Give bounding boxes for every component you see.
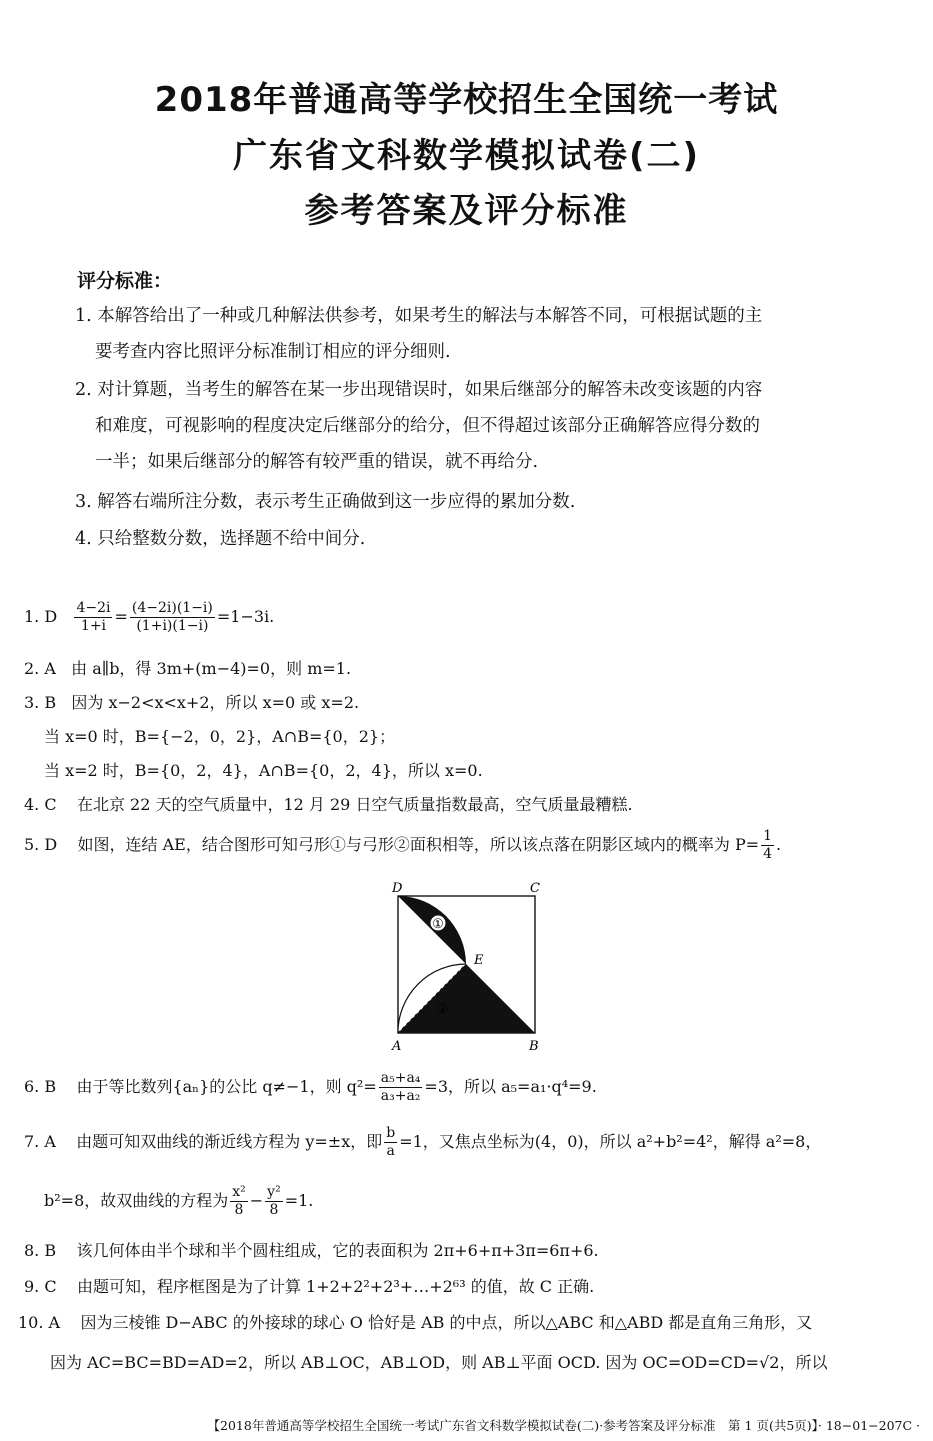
label-mark-1: ①	[432, 917, 444, 932]
scoring-heading: 评分标准：	[77, 270, 173, 292]
answer-7: 7. A 由题可知双曲线的渐近线方程为 y=±x，即 $\frac{b}{a}$ =1，又焦点坐标为(4，0)，所以 a²+b²=4²，解得 a²=8，	[24, 1125, 822, 1159]
answer-3: 3. B 因为 x−2<x<x+2，所以 x=0 或 x=2.	[24, 693, 360, 712]
label-D: D	[392, 881, 403, 896]
answer-5: 5. D 如图，连结 AE，结合图形可知弓形①与弓形②面积相等，所以该点落在阴影区域内的概率为 P= $\frac{1}{4}$ .	[24, 828, 782, 862]
page-footer: 【2018年普通高等学校招生全国统一考试广东省文科数学模拟试卷(二)·参考答案及评分标准 第 1 页(共5页)】· 18−01−207C ·	[207, 1418, 920, 1433]
answer-10: 10. A 因为三棱锥 D−ABC 的外接球的球心 O 恰好是 AB 的中点，所以△ABC 和△ABD 都是直角三角形，又	[18, 1313, 813, 1332]
answer-7-line-2: b²=8，故双曲线的方程为 $\frac{\text{x²}}{8}$ − $\frac{\text{y²}}{8}$ =1.	[44, 1184, 314, 1218]
answer-4: 4. C 在北京 22 天的空气质量中，12 月 29 日空气质量指数最高，空气质量最糟糕.	[24, 795, 633, 814]
title-line-2: 广东省文科数学模拟试卷(二)	[232, 136, 701, 176]
label-C: C	[530, 881, 540, 896]
answer-2: 2. A 由 a∥b，得 3m+(m−4)=0，则 m=1.	[24, 659, 352, 678]
label-mark-2: ②	[437, 1002, 449, 1017]
title-line-1: 2018年普通高等学校招生全国统一考试	[154, 80, 779, 120]
geometry-figure	[388, 878, 548, 1054]
label-A: A	[392, 1039, 402, 1054]
scoring-rule-2: 2. 对计算题，当考生的解答在某一步出现错误时，如果后继部分的解答未改变该题的内容 和难度，可视影响的程度决定后继部分的给分，但不得超过该部分正确解答应得分数的 一半；如果后继部分的解答有较严重的错误，就不再给分.	[75, 380, 763, 472]
scoring-rule-1: 1. 本解答给出了一种或几种解法供参考，如果考生的解法与本解答不同，可根据试题的主 要考查内容比照评分标准制订相应的评分细则.	[75, 306, 763, 362]
answer-3-line-2: 当 x=0 时，B={−2，0，2}，A∩B={0，2}；	[44, 727, 396, 746]
scoring-rule-4: 4. 只给整数分数，选择题不给中间分.	[75, 529, 366, 549]
answer-3-line-3: 当 x=2 时，B={0，2，4}，A∩B={0，2，4}，所以 x=0.	[44, 761, 483, 780]
label-B: B	[529, 1039, 539, 1054]
answer-10-line-2: 因为 AC=BC=BD=AD=2，所以 AB⊥OC，AB⊥OD，则 AB⊥平面 OCD. 因为 OC=OD=CD=√2，所以	[50, 1353, 828, 1372]
answer-8: 8. B 该几何体由半个球和半个圆柱组成，它的表面积为 2π+6+π+3π=6π+6.	[24, 1241, 599, 1260]
answer-9: 9. C 由题可知，程序框图是为了计算 1+2+2²+2³+…+2⁶³ 的值，故 C 正确.	[24, 1277, 595, 1296]
scoring-rule-3: 3. 解答右端所注分数，表示考生正确做到这一步应得的累加分数.	[75, 492, 576, 512]
answer-6: 6. B 由于等比数列{aₙ}的公比 q≠−1，则 q²= $\frac{\text{a₅+a₄}}{\text{a₃+a₂}}$ =3，所以 a₅=a₁·q⁴=9.	[24, 1070, 597, 1104]
answer-1: 1. D $\frac{4-2i}{1+i}$ = $\frac{(4-2i)(1-i)}{(1+i)(1-i)}$ =1−3i.	[24, 600, 275, 634]
title-line-3: 参考答案及评分标准	[304, 191, 629, 231]
label-E: E	[474, 953, 484, 968]
